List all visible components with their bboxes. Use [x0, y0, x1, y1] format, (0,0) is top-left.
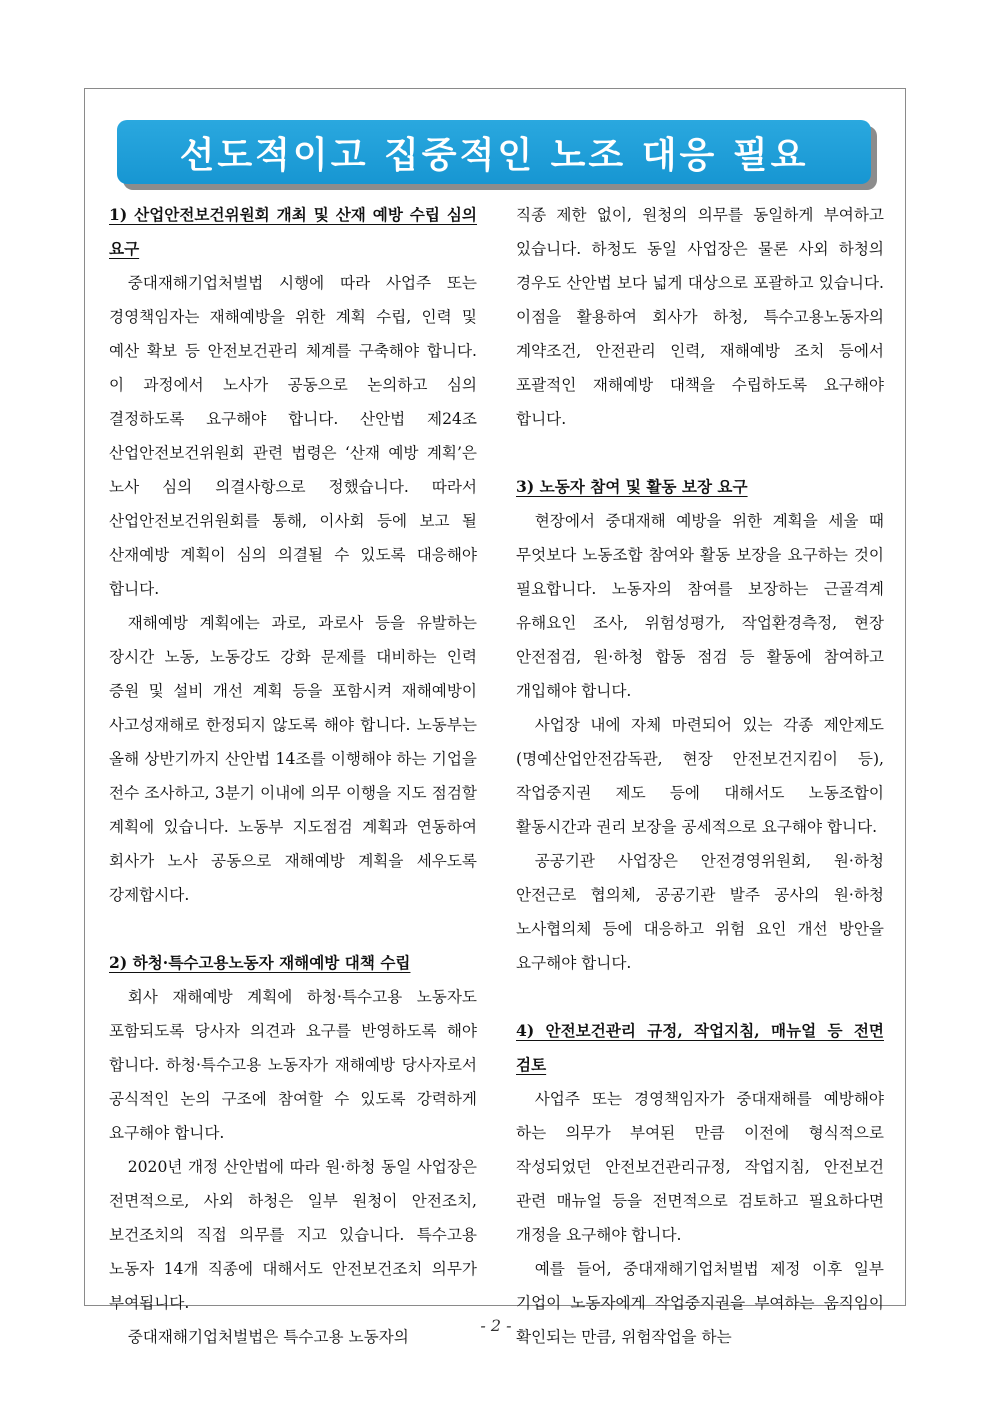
paragraph: 중대재해기업처벌법은 특수고용 노동자의: [127, 1328, 409, 1346]
page-number: - 2 -: [480, 1316, 512, 1335]
section-heading: 3) 노동자 참여 및 활동 보장 요구: [516, 477, 748, 496]
paragraph: 2020년 개정 산안법에 따라 원·하청 동일 사업장은 전면적으로, 사외 하청은 일부 원청이 안전조치, 보건조치의 직접 의무를 지고 있습니다. 특수고용 노동자 14개 직종에 대해서도 안전보건조치 의무가 부여됩니다.: [109, 1158, 477, 1312]
section-gap: [516, 436, 884, 470]
section-heading: 1) 산업안전보건위원회 개최 및 산재 예방 수립 심의 요구: [109, 205, 477, 258]
paragraph: 예를 들어, 중대재해기업처벌법 제정 이후 일부 기업이 노동자에게 작업중지권을 부여하는 움직임이 확인되는 만큼, 위험작업을 하는: [516, 1260, 884, 1346]
title-banner: [117, 120, 877, 190]
paragraph: 직종 제한 없이, 원청의 의무를 동일하게 부여하고 있습니다. 하청도 동일 사업장은 물론 사외 하청의 경우도 산안법 보다 넓게 대상으로 포괄하고 있습니다. 이점을 활용하여 회사가 하청, 특수고용노동자의 계약조건, 안전관리 인력, 재해예방 조치 등에서 포괄적인 재해예방 대책을 수립하도록 요구해야 합니다.: [516, 206, 884, 428]
paragraph: 현장에서 중대재해 예방을 위한 계획을 세울 때 무엇보다 노동조합 참여와 활동 보장을 요구하는 것이 필요합니다. 노동자의 참여를 보장하는 근골격계 유해요인 조사, 위험성평가, 작업환경측정, 현장 안전점검, 원·하청 합동 점검 등 활동에 참여하고 개입해야 합니다.: [516, 512, 884, 700]
page-title: 선도적이고 집중적인 노조 대응 필요: [179, 134, 809, 176]
paragraph: 재해예방 계획에는 과로, 과로사 등을 유발하는 장시간 노동, 노동강도 강화 문제를 대비하는 인력 증원 및 설비 개선 계획 등을 포함시켜 재해예방이 사고성재해로 한정되지 않도록 해야 합니다. 노동부는 올해 상반기까지 산안법 14조를 이행해야 하는 기업을 전수 조사하고, 3분기 이내에 의무 이행을 지도 점검할 계획에 있습니다. 노동부 지도점검 계획과 연동하여 회사가 노사 공동으로 재해예방 계획을 세우도록 강제합시다.: [109, 614, 477, 904]
right-column: [516, 198, 884, 1354]
paragraph: 중대재해기업처벌법 시행에 따라 사업주 또는 경영책임자는 재해예방을 위한 계획 수립, 인력 및 예산 확보 등 안전보건관리 체계를 구축해야 합니다. 이 과정에서 노사가 공동으로 논의하고 심의 결정하도록 요구해야 합니다. 산안법 제24조 산업안전보건위원회 관련 법령은 ‘산재 예방 계획’은 노사 심의 의결사항으로 정했습니다. 따라서 산업안전보건위원회를 통해, 이사회 등에 보고 될 산재예방 계획이 심의 의결될 수 있도록 대응해야 합니다.: [109, 274, 477, 598]
paragraph: 사업장 내에 자체 마련되어 있는 각종 제안제도(명예산업안전감독관, 현장 안전보건지킴이 등), 작업중지권 제도 등에 대해서도 노동조합이 활동시간과 권리 보장을 공세적으로 요구해야 합니다.: [516, 716, 884, 836]
left-column: [109, 198, 477, 1354]
section-heading: 2) 하청·특수고용노동자 재해예방 대책 수립: [109, 953, 411, 972]
section-heading: 4) 안전보건관리 규정, 작업지침, 매뉴얼 등 전면 검토: [516, 1021, 884, 1074]
section-gap: [516, 980, 884, 1014]
title-banner-box: [117, 120, 871, 184]
paragraph: 공공기관 사업장은 안전경영위원회, 원·하청 안전근로 협의체, 공공기관 발주 공사의 원·하청 노사협의체 등에 대응하고 위험 요인 개선 방안을 요구해야 합니다.: [516, 852, 884, 972]
paragraph: 사업주 또는 경영책임자가 중대재해를 예방해야 하는 의무가 부여된 만큼 이전에 형식적으로 작성되었던 안전보건관리규정, 작업지침, 안전보건 관련 매뉴얼 등을 전면적으로 검토하고 필요하다면 개정을 요구해야 합니다.: [516, 1090, 884, 1244]
section-gap: [109, 912, 477, 946]
paragraph: 회사 재해예방 계획에 하청·특수고용 노동자도 포함되도록 당사자 의견과 요구를 반영하도록 해야 합니다. 하청·특수고용 노동자가 재해예방 당사자로서 공식적인 논의 구조에 참여할 수 있도록 강력하게 요구해야 합니다.: [109, 988, 477, 1142]
